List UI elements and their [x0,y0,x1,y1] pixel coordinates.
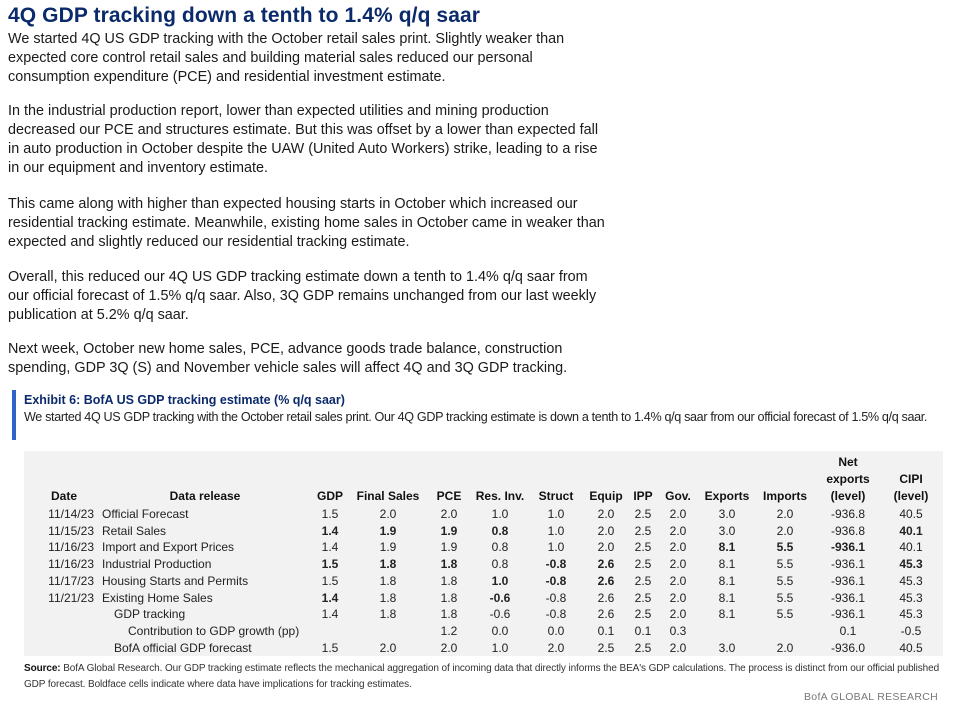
cell-date: 11/15/23 [48,523,94,538]
cell-imports [756,623,814,640]
cell-final-sales: 1.9 [379,523,397,538]
cell-gdp: 1.4 [321,590,339,605]
cell-exports [698,623,756,640]
exhibit-accent-bar [12,390,16,440]
cell-gdp: 1.4 [321,540,339,555]
cell-res-inv: 1.0 [491,507,509,521]
header-net-exports [814,454,882,506]
cell-final-sales: 2.0 [379,640,397,655]
cell-ipp: 2.5 [634,640,652,655]
cell-equip: 2.0 [597,540,615,555]
source-note [24,661,944,693]
cell-res-inv: 0.0 [491,623,509,638]
cell-gdp: 1.5 [321,640,339,655]
cell-release: Official Forecast [102,507,189,521]
table-row [28,539,940,556]
cell-imports: 2.0 [776,507,794,521]
cell-final-sales: 1.8 [379,607,397,622]
cell-exports: 8.1 [718,590,736,605]
cell-exports: 3.0 [718,507,736,521]
cell-gov: 2.0 [669,523,687,538]
cell-date [28,640,100,657]
cell-release: Contribution to GDP growth (pp) [128,623,300,638]
cell-final-sales: 1.8 [379,557,397,572]
cell-pce: 2.0 [440,640,458,655]
cell-gov: 0.3 [669,623,687,638]
cell-struct: -0.8 [545,557,567,572]
cell-ipp: 0.1 [634,623,652,638]
header-ipp: IPP [633,489,653,503]
cell-cipi: 45.3 [899,573,923,588]
cell-exports: 8.1 [718,557,736,572]
cell-gdp [310,623,350,640]
cell-release: Industrial Production [102,557,212,572]
paragraph-industrial-production: In the industrial production report, lower than expected utilities and mining production decreased our PCE and structures estimate. But this was offset by a lower than expected fall in auto production in October despite the UAW (United Auto Workers) strike, leading to a rise in our equipment and inventory estimate. [8,103,599,176]
paragraph-housing: This came along with higher than expected housing starts in October which increased our residential tracking estimate. Meanwhile, existing home sales in October came in weaker than expected and slightly reduced our residential tracking estimate. [8,196,605,250]
cell-cipi: 45.3 [899,590,923,605]
cell-cipi: 40.1 [899,540,923,555]
header-struct: Struct [538,489,574,503]
cell-net-exports: -936.1 [830,590,866,605]
cell-net-exports: -936.0 [830,640,866,655]
cell-date: 11/16/23 [48,540,94,555]
cell-final-sales [350,623,426,640]
cell-ipp: 2.5 [634,523,652,538]
cell-release: BofA official GDP forecast [114,640,252,655]
cell-equip: 2.0 [597,507,615,521]
exhibit-title: Exhibit 6: BofA US GDP tracking estimate (% q/q saar) [24,393,345,407]
cell-gdp: 1.5 [321,573,339,588]
header-net-exports-line2: exports [826,472,870,486]
cell-gov: 2.0 [669,590,687,605]
cell-gov: 2.0 [669,507,687,521]
table-row [28,590,940,607]
cell-final-sales: 2.0 [379,507,397,521]
cell-gdp: 1.5 [321,507,339,521]
cell-release: Retail Sales [102,523,167,538]
cell-gov: 2.0 [669,557,687,572]
cell-release: Housing Starts and Permits [102,573,249,588]
cell-struct: -0.8 [545,607,567,622]
cell-date: 11/17/23 [48,573,94,588]
header-cipi [882,454,940,506]
cell-exports: 8.1 [718,607,736,622]
cell-release: Import and Export Prices [102,540,235,555]
table-row-official-forecast [28,640,940,657]
source-text: BofA Global Research. Our GDP tracking estimate reflects the mechanical aggregation of incoming data that directly informs the BEA's GDP calculations. The process is distinct from our official published GDP forecast. Boldface cells indicate where data have implications for tracking estimates. [24,663,940,690]
cell-pce: 1.8 [440,573,458,588]
cell-equip: 2.0 [597,523,615,538]
cell-final-sales: 1.8 [379,573,397,588]
cell-struct: -0.8 [545,590,567,605]
cell-cipi: 45.3 [899,557,923,572]
header-gdp: GDP [316,489,343,503]
cell-equip: 2.6 [597,557,615,572]
cell-imports: 2.0 [776,640,794,655]
cell-date: 11/21/23 [48,590,94,605]
cell-imports: 5.5 [776,557,794,572]
cell-res-inv: 0.8 [491,540,509,555]
cell-ipp: 2.5 [634,507,652,521]
cell-pce: 1.9 [440,540,458,555]
header-cipi-line2: (level) [893,489,929,503]
header-net-exports-line3: (level) [830,489,866,503]
cell-final-sales: 1.9 [379,540,397,555]
cell-date: 11/14/23 [48,507,94,521]
cell-gdp: 1.4 [321,523,339,538]
cell-net-exports: -936.1 [830,607,866,622]
cell-ipp: 2.5 [634,607,652,622]
cell-struct: 1.0 [547,523,565,538]
header-equip: Equip [589,489,623,503]
cell-gdp: 1.4 [321,607,339,622]
cell-gov: 2.0 [669,607,687,622]
source-label: Source: [24,663,61,674]
cell-struct: 0.0 [547,623,565,638]
cell-final-sales: 1.8 [379,590,397,605]
cell-gov: 2.0 [669,573,687,588]
cell-imports: 5.5 [776,540,794,555]
header-final-sales: Final Sales [356,489,420,503]
cell-pce: 1.2 [440,623,458,638]
cell-ipp: 2.5 [634,557,652,572]
cell-pce: 1.9 [440,523,458,538]
cell-equip: 2.6 [597,607,615,622]
header-imports: Imports [762,489,807,503]
cell-ipp: 2.5 [634,590,652,605]
cell-date [28,623,100,640]
cell-net-exports: -936.1 [830,540,866,555]
cell-struct: 1.0 [547,540,565,555]
cell-res-inv: -0.6 [489,607,511,622]
header-net-exports-line1: Net [838,455,858,469]
cell-gov: 2.0 [669,640,687,655]
cell-cipi: 40.1 [899,523,923,538]
cell-equip: 2.6 [597,590,615,605]
cell-release: GDP tracking [114,607,186,622]
header-exports: Exports [704,489,750,503]
table-header-row [28,454,940,506]
cell-net-exports: -936.8 [830,523,866,538]
table-row [28,506,940,523]
cell-struct: 2.0 [547,640,565,655]
table-row [28,573,940,590]
gdp-tracking-table [28,454,940,656]
cell-res-inv: 0.8 [491,523,509,538]
cell-gdp: 1.5 [321,557,339,572]
cell-struct: 1.0 [547,507,565,521]
cell-pce: 1.8 [440,607,458,622]
cell-equip: 0.1 [597,623,615,638]
cell-imports: 5.5 [776,573,794,588]
paragraph-overall: Overall, this reduced our 4Q US GDP tracking estimate down a tenth to 1.4% q/q saar from our official forecast of 1.5% q/q saar. Also, 3Q GDP remains unchanged from our last weekly publication at 5.2% q/q saar. [8,269,597,323]
cell-res-inv: 1.0 [491,573,509,588]
cell-res-inv: 1.0 [491,640,509,655]
cell-net-exports: -936.1 [830,557,866,572]
table-row [28,523,940,540]
header-res-inv: Res. Inv. [475,489,525,503]
cell-imports: 5.5 [776,607,794,622]
cell-date [28,606,100,623]
brand-footer: BofA GLOBAL RESEARCH [804,691,938,703]
cell-ipp: 2.5 [634,573,652,588]
cell-exports: 3.0 [718,523,736,538]
cell-struct: -0.8 [545,573,567,588]
paragraph-next-week: Next week, October new home sales, PCE, advance goods trade balance, construction spending, GDP 3Q (S) and November vehicle sales will affect 4Q and 3Q GDP tracking. [8,341,568,376]
cell-net-exports: 0.1 [839,623,857,638]
cell-pce: 1.8 [440,557,458,572]
cell-date: 11/16/23 [48,557,94,572]
cell-imports: 5.5 [776,590,794,605]
cell-exports: 8.1 [718,540,736,555]
header-cipi-line1: CIPI [899,472,923,486]
header-data-release: Data release [169,489,241,503]
header-date: Date [50,489,77,503]
cell-net-exports: -936.8 [830,507,866,521]
cell-cipi: 45.3 [899,607,923,622]
cell-res-inv: 0.8 [491,557,509,572]
cell-cipi: -0.5 [900,623,922,638]
cell-cipi: 40.5 [899,507,923,521]
cell-exports: 8.1 [718,573,736,588]
cell-release: Existing Home Sales [102,590,213,605]
cell-net-exports: -936.1 [830,573,866,588]
page-title: 4Q GDP tracking down a tenth to 1.4% q/q saar [8,4,481,27]
cell-cipi: 40.5 [899,640,923,655]
cell-ipp: 2.5 [634,540,652,555]
cell-gov: 2.0 [669,540,687,555]
table-row-gdp-tracking [28,606,940,623]
exhibit-description: We started 4Q US GDP tracking with the October retail sales print. Our 4Q GDP tracking estimate is down a tenth to 1.4% q/q saar from our official forecast of 1.5% q/q saar. [24,410,928,424]
cell-pce: 2.0 [440,507,458,521]
cell-imports: 2.0 [776,523,794,538]
cell-pce: 1.8 [440,590,458,605]
header-gov: Gov. [665,489,691,503]
cell-equip: 2.6 [597,573,615,588]
table-row [28,556,940,573]
cell-exports: 3.0 [718,640,736,655]
cell-equip: 2.5 [597,640,615,655]
table-row-contribution [28,623,940,640]
header-pce: PCE [436,489,462,503]
cell-res-inv: -0.6 [489,590,511,605]
paragraph-retail-sales: We started 4Q US GDP tracking with the October retail sales print. Slightly weaker than expected core control retail sales and building material sales reduced our personal consumption expenditure (PCE) and residential investment estimate. [8,31,565,85]
